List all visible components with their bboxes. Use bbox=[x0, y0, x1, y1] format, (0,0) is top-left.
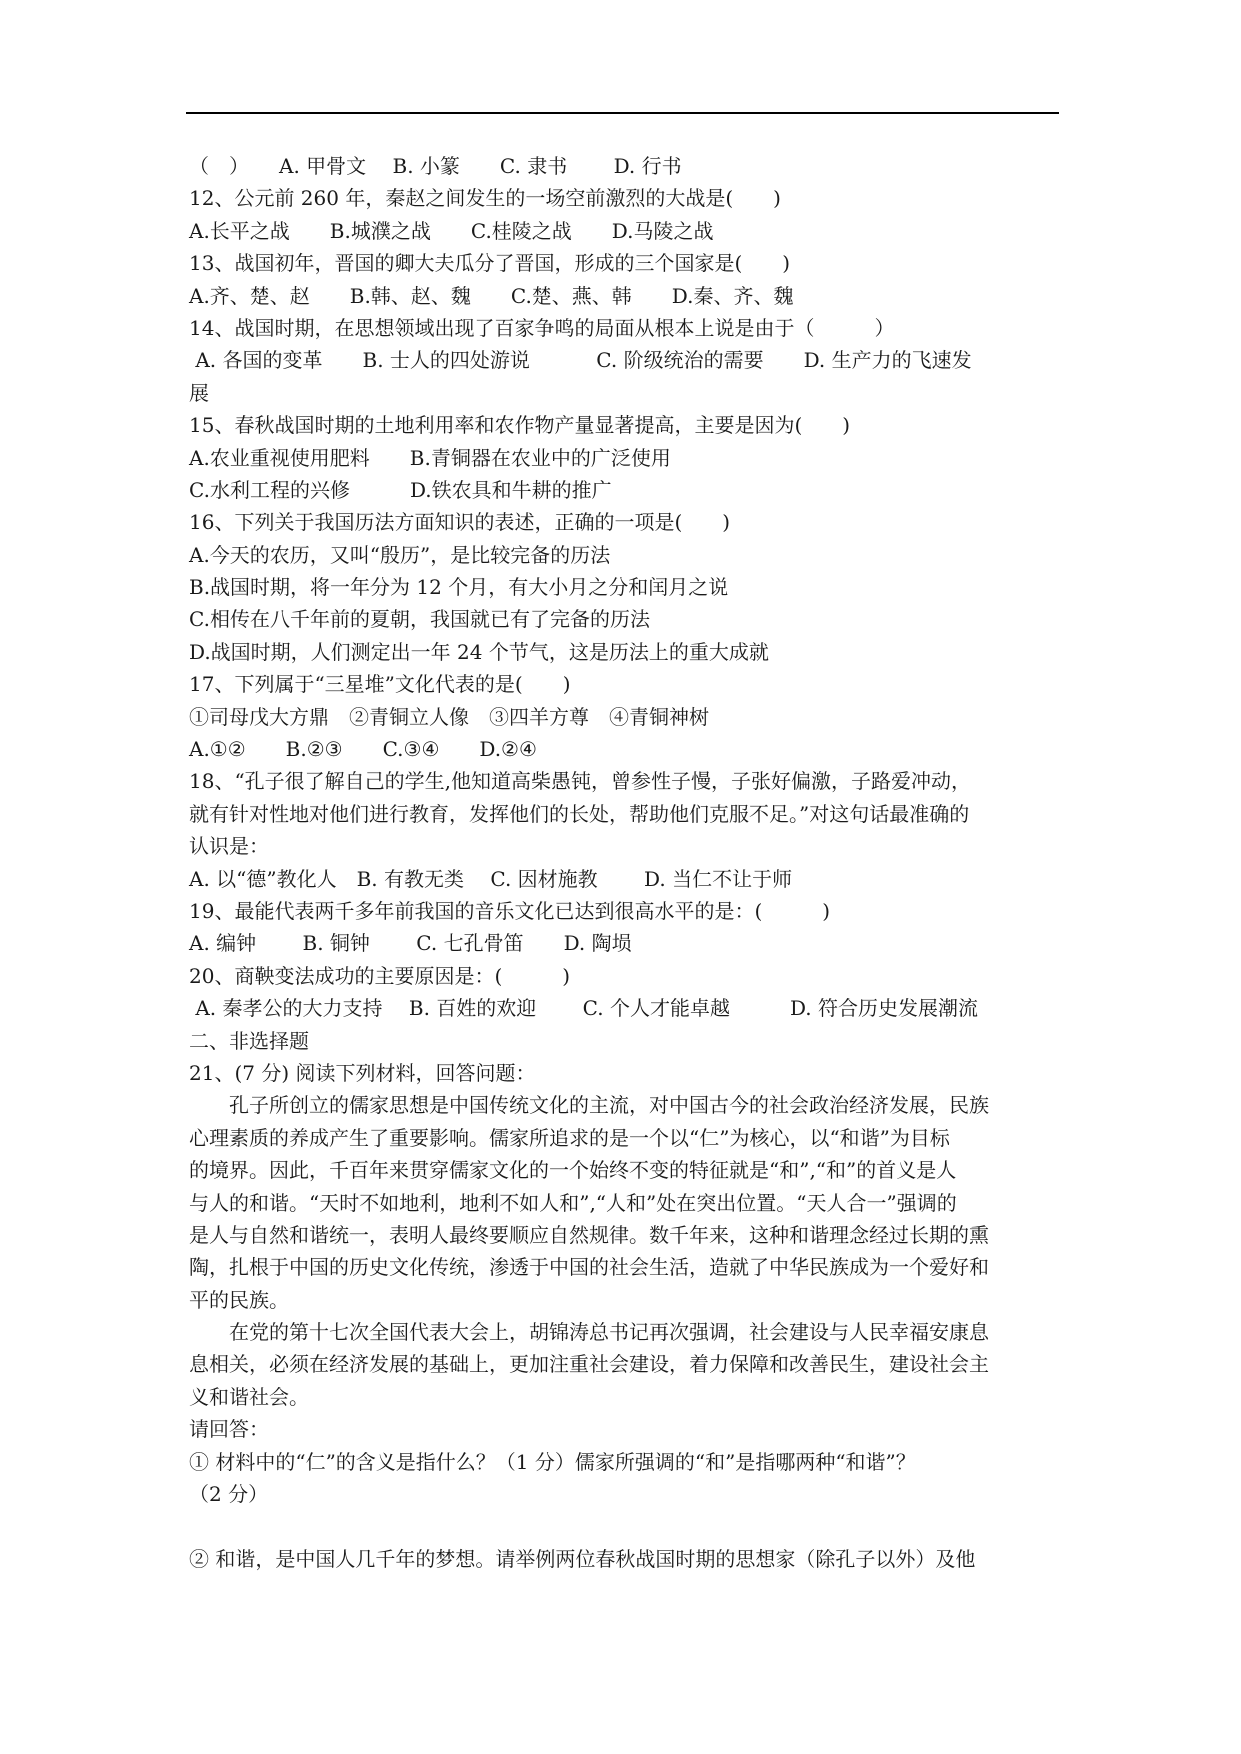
q16-stem: 16、下列关于我国历法方面知识的表述，正确的一项是( ) bbox=[189, 510, 731, 535]
answer-space bbox=[189, 1510, 1061, 1542]
q17-stem: 17、下列属于“三星堆”文化代表的是( ) bbox=[189, 672, 571, 697]
material-line-2: 心理素质的养成产生了重要影响。儒家所追求的是一个以“仁”为核心，以“和谐”为目标 bbox=[189, 1125, 950, 1150]
q17-options: A.①② B.②③ C.③④ D.②④ bbox=[189, 737, 537, 762]
q16-option-a: A.今天的农历，又叫“殷历”，是比较完备的历法 bbox=[189, 542, 611, 567]
q14-options-cont: 展 bbox=[189, 380, 209, 405]
q19-stem: 19、最能代表两千多年前我国的音乐文化已达到很高水平的是：( ) bbox=[189, 898, 831, 923]
q20-stem: 20、商鞅变法成功的主要原因是：( ) bbox=[189, 963, 571, 988]
q16-option-c: C.相传在八千年前的夏朝，我国就已有了完备的历法 bbox=[189, 607, 650, 632]
q14-stem: 14、战国时期，在思想领域出现了百家争鸣的局面从根本上说是由于（ ） bbox=[189, 315, 895, 340]
sub-question-1-points: （2 分） bbox=[189, 1482, 269, 1507]
q12-stem: 12、公元前 260 年，秦赵之间发生的一场空前激烈的大战是( ) bbox=[189, 186, 781, 211]
q13-stem: 13、战国初年，晋国的卿大夫瓜分了晋国，形成的三个国家是( ) bbox=[189, 251, 791, 276]
q18-stem-1: 18、“孔子很了解自己的学生,他知道高柴愚钝，曾参性子慢，子张好偏激，子路爱冲动， bbox=[189, 769, 972, 794]
material-line-4: 与人的和谐。“天时不如地利，地利不如人和”,“人和”处在突出位置。“天人合一”强调的 bbox=[189, 1190, 957, 1215]
material-line-6: 陶，扎根于中国的历史文化传统，渗透于中国的社会生活，造就了中华民族成为一个爱好和 bbox=[189, 1255, 989, 1280]
q18-options: A. 以“德”教化人 B. 有教无类 C. 因材施教 D. 当仁不让于师 bbox=[189, 866, 793, 891]
material-line-10: 义和谐社会。 bbox=[189, 1384, 309, 1409]
q20-options: A. 秦孝公的大力支持 B. 百姓的欢迎 C. 个人才能卓越 D. 符合历史发展潮流 bbox=[189, 996, 978, 1021]
material-line-1: 孔子所创立的儒家思想是中国传统文化的主流，对中国古今的社会政治经济发展，民族 bbox=[189, 1093, 989, 1118]
q21-stem: 21、(7 分) 阅读下列材料，回答问题： bbox=[189, 1060, 536, 1085]
q16-option-b: B.战国时期，将一年分为 12 个月，有大小月之分和闰月之说 bbox=[189, 575, 729, 600]
q13-options: A.齐、楚、赵 B.韩、赵、魏 C.楚、燕、韩 D.秦、齐、魏 bbox=[189, 283, 794, 308]
q18-stem-3: 认识是： bbox=[189, 834, 269, 859]
section-heading: 二、非选择题 bbox=[189, 1028, 309, 1053]
q15-options-ab: A.农业重视使用肥料 B.青铜器在农业中的广泛使用 bbox=[189, 445, 671, 470]
material-line-9: 息相关，必须在经济发展的基础上，更加注重社会建设，着力保障和改善民生，建设社会主 bbox=[189, 1352, 989, 1377]
exam-page bbox=[189, 150, 1061, 1575]
q14-options: A. 各国的变革 B. 士人的四处游说 C. 阶级统治的需要 D. 生产力的飞速发 bbox=[189, 348, 972, 373]
q18-stem-2: 就有针对性地对他们进行教育，发挥他们的长处，帮助他们克服不足。”对这句话最准确的 bbox=[189, 801, 970, 826]
material-line-3: 的境界。因此，千百年来贯穿儒家文化的一个始终不变的特征就是“和”,“和”的首义是人 bbox=[189, 1158, 957, 1183]
q15-options-cd: C.水利工程的兴修 D.铁农具和牛耕的推广 bbox=[189, 477, 612, 502]
q15-stem: 15、春秋战国时期的土地利用率和农作物产量显著提高，主要是因为( ) bbox=[189, 413, 851, 438]
material-line-7: 平的民族。 bbox=[189, 1287, 289, 1312]
q11-options: （ ） A. 甲骨文 B. 小篆 C. 隶书 D. 行书 bbox=[189, 154, 682, 178]
answer-prompt: 请回答： bbox=[189, 1417, 269, 1442]
material-line-5: 是人与自然和谐统一，表明人最终要顺应自然规律。数千年来，这种和谐理念经过长期的熏 bbox=[189, 1222, 989, 1247]
header-rule bbox=[186, 112, 1059, 114]
material-line-8: 在党的第十七次全国代表大会上，胡锦涛总书记再次强调，社会建设与人民幸福安康息 bbox=[189, 1320, 989, 1345]
q16-option-d: D.战国时期，人们测定出一年 24 个节气，这是历法上的重大成就 bbox=[189, 639, 769, 664]
q12-options: A.长平之战 B.城濮之战 C.桂陵之战 D.马陵之战 bbox=[189, 218, 714, 243]
sub-question-2: ② 和谐，是中国人几千年的梦想。请举例两位春秋战国时期的思想家（除孔子以外）及他 bbox=[189, 1546, 976, 1571]
sub-question-1: ① 材料中的“仁”的含义是指什么？（1 分）儒家所强调的“和”是指哪两种“和谐”？ bbox=[189, 1449, 916, 1474]
q19-options: A. 编钟 B. 铜钟 C. 七孔骨笛 D. 陶埙 bbox=[189, 931, 632, 956]
q17-items: ①司母戊大方鼎 ②青铜立人像 ③四羊方尊 ④青铜神树 bbox=[189, 704, 709, 729]
